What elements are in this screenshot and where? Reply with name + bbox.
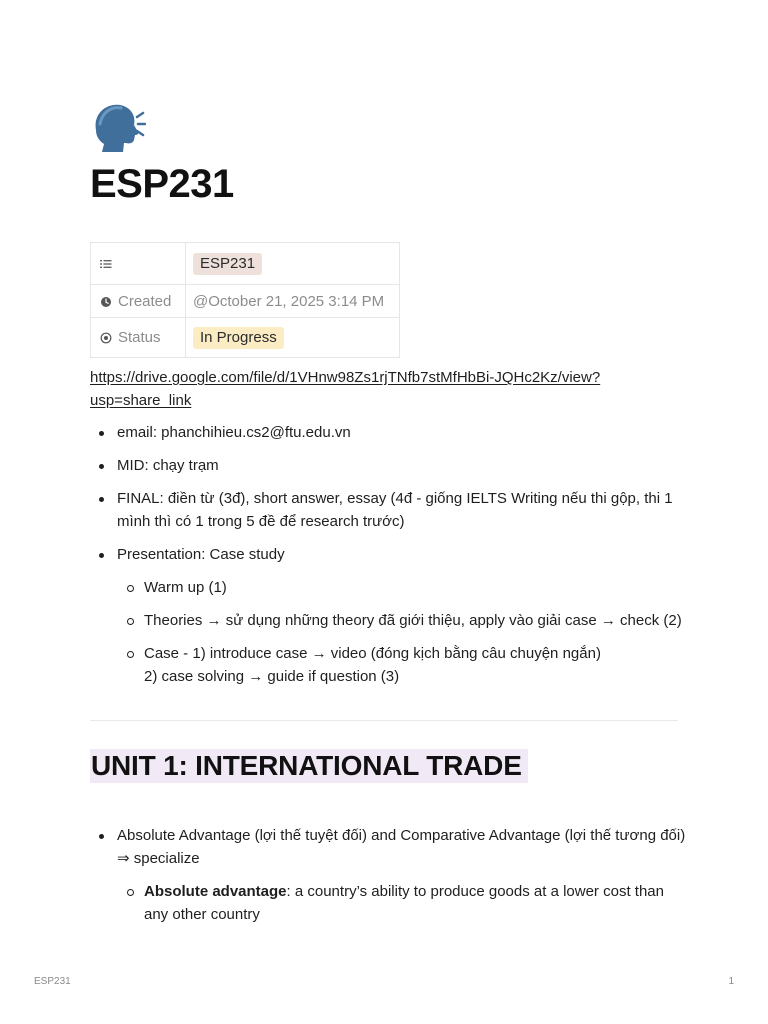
created-date-value: @October 21, 2025 3:14 PM: [186, 285, 400, 318]
list-item-mid: MID: chạy trạm: [90, 454, 690, 477]
advantage-text: Absolute Advantage (lợi thế tuyệt đối) and Comparative Advantage (lợi thế tương đối) ⇒ specialize: [117, 827, 686, 867]
property-value[interactable]: [186, 318, 400, 358]
property-label-text: Status: [118, 329, 161, 346]
property-label: [91, 318, 186, 358]
sublist-item: Warm up (1): [117, 576, 690, 599]
property-row-created: [91, 285, 400, 318]
property-row-tags: [91, 243, 400, 285]
list-icon: [100, 258, 112, 270]
drive-link[interactable]: [90, 366, 690, 412]
property-value[interactable]: [186, 243, 400, 285]
list-item-advantage: [90, 824, 690, 926]
status-icon: [100, 332, 112, 344]
sublist-item-case: [117, 642, 690, 688]
property-row-status: [91, 318, 400, 358]
drive-link-line-2[interactable]: usp=share_link: [90, 392, 192, 409]
property-label: [91, 243, 186, 285]
case-line-2: 2) case solving → guide if question (3): [144, 668, 400, 685]
properties-table: [90, 242, 400, 358]
sublist-item-definition: [117, 880, 690, 926]
list-item-presentation: [90, 543, 690, 688]
course-notes-list: [90, 421, 690, 698]
case-line-1: Case - 1) introduce case → video (đóng kịch bằng câu chuyện ngắn): [144, 645, 601, 662]
page-title: ESP231: [90, 162, 234, 206]
presentation-sublist: [117, 576, 690, 688]
definition-term: Absolute advantage: [144, 883, 287, 900]
divider: [90, 720, 678, 721]
unit-1-heading: UNIT 1: INTERNATIONAL TRADE: [90, 749, 528, 783]
status-badge[interactable]: In Progress: [193, 327, 284, 349]
footer-page-name: ESP231: [34, 976, 71, 987]
footer-page-number: 1: [728, 976, 734, 987]
property-label-text: Created: [118, 292, 172, 310]
definition-text: : a country’s ability to produce goods at a lower cost than any other country: [144, 883, 664, 923]
drive-link-line-1[interactable]: https://drive.google.com/file/d/1VHnw98Zs1rjTNfb7stMfHbBi-JQHc2Kz/view?: [90, 369, 601, 386]
clock-icon: [100, 296, 112, 308]
unit-heading-block: [90, 749, 528, 783]
list-item-final: FINAL: điền từ (3đ), short answer, essay (4đ - giống IELTS Writing nếu thi gộp, thi 1 mình thì có 1 trong 5 đề để research trước): [90, 487, 690, 533]
property-label: [91, 285, 186, 318]
presentation-text: Presentation: Case study: [117, 546, 285, 563]
list-item-email: email: phanchihieu.cs2@ftu.edu.vn: [90, 421, 690, 444]
unit-1-list: [90, 824, 690, 936]
sublist-item: Theories → sử dụng những theory đã giới thiệu, apply vào giải case → check (2): [117, 609, 690, 632]
speaking-head-icon: [88, 100, 146, 154]
advantage-sublist: [117, 880, 690, 926]
tag-badge[interactable]: ESP231: [193, 253, 262, 275]
